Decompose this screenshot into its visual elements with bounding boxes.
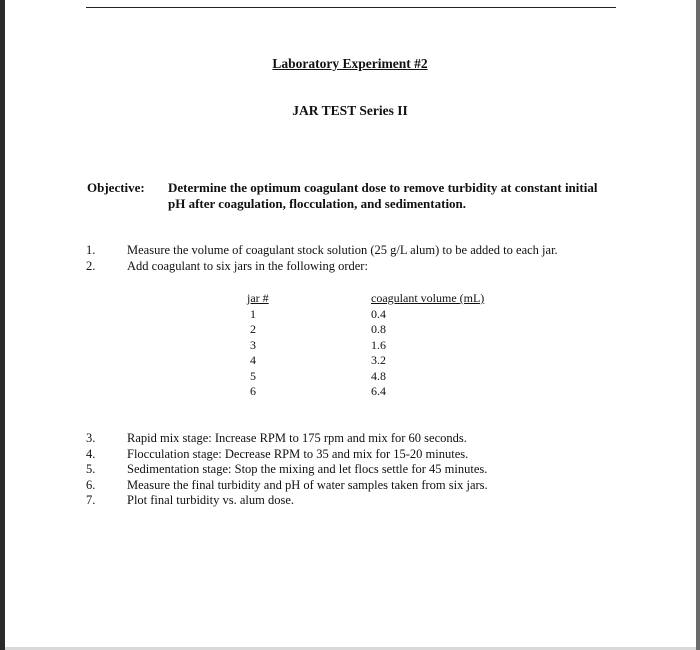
objective-label: Objective:	[87, 180, 145, 195]
page-title: Laboratory Experiment #2	[272, 56, 428, 71]
step-number: 3.	[86, 431, 96, 445]
procedure-step	[86, 431, 646, 447]
volume-column-header: coagulant volume (mL)	[371, 291, 485, 305]
jar-cell: 1	[250, 306, 256, 321]
objective-text: Determine the optimum coagulant dose to remove turbidity at constant initial pH after coagulation, flocculation, and sedimentation.	[168, 180, 598, 211]
procedure-step	[86, 243, 646, 259]
page-right-edge	[696, 0, 700, 650]
page-left-edge	[0, 0, 5, 650]
volume-cell: 3.2	[371, 353, 386, 367]
volume-cell: 1.6	[371, 337, 386, 352]
step-number: 4.	[86, 446, 96, 461]
step-number: 1.	[86, 243, 96, 257]
procedure-list-part-1	[86, 243, 646, 274]
step-text: Sedimentation stage: Stop the mixing and let flocs settle for 45 minutes.	[127, 462, 488, 476]
step-number: 2.	[86, 258, 96, 273]
step-number: 5.	[86, 462, 96, 476]
step-text: Plot final turbidity vs. alum dose.	[127, 493, 295, 507]
jar-cell: 3	[250, 337, 256, 352]
step-text: Measure the final turbidity and pH of water samples taken from six jars.	[127, 477, 488, 492]
procedure-step	[86, 259, 646, 275]
volume-cell: 6.4	[371, 384, 386, 398]
step-text: Add coagulant to six jars in the following order:	[127, 258, 368, 273]
jar-cell: 4	[250, 353, 256, 367]
top-rule	[86, 7, 616, 8]
step-number: 6.	[86, 477, 96, 492]
procedure-step	[86, 493, 646, 509]
step-text: Rapid mix stage: Increase RPM to 175 rpm and mix for 60 seconds.	[127, 431, 467, 445]
step-text: Flocculation stage: Decrease RPM to 35 and mix for 15-20 minutes.	[127, 446, 469, 461]
volume-cell: 4.8	[371, 368, 386, 383]
volume-cell: 0.4	[371, 306, 386, 321]
step-number: 7.	[86, 493, 96, 507]
jar-column-header: jar #	[247, 291, 269, 305]
step-text: Measure the volume of coagulant stock solution (25 g/L alum) to be added to each jar.	[127, 243, 558, 257]
jar-cell: 5	[250, 368, 256, 383]
jar-number-column	[247, 291, 307, 400]
jar-cell: 2	[250, 322, 256, 336]
procedure-step	[86, 462, 646, 478]
procedure-list-part-2	[86, 431, 646, 509]
volume-cell: 0.8	[371, 322, 386, 336]
jar-cell: 6	[250, 384, 256, 398]
page-subtitle: JAR TEST Series II	[292, 103, 408, 118]
procedure-step	[86, 478, 646, 494]
coagulant-volume-column	[371, 291, 531, 400]
procedure-step	[86, 447, 646, 463]
